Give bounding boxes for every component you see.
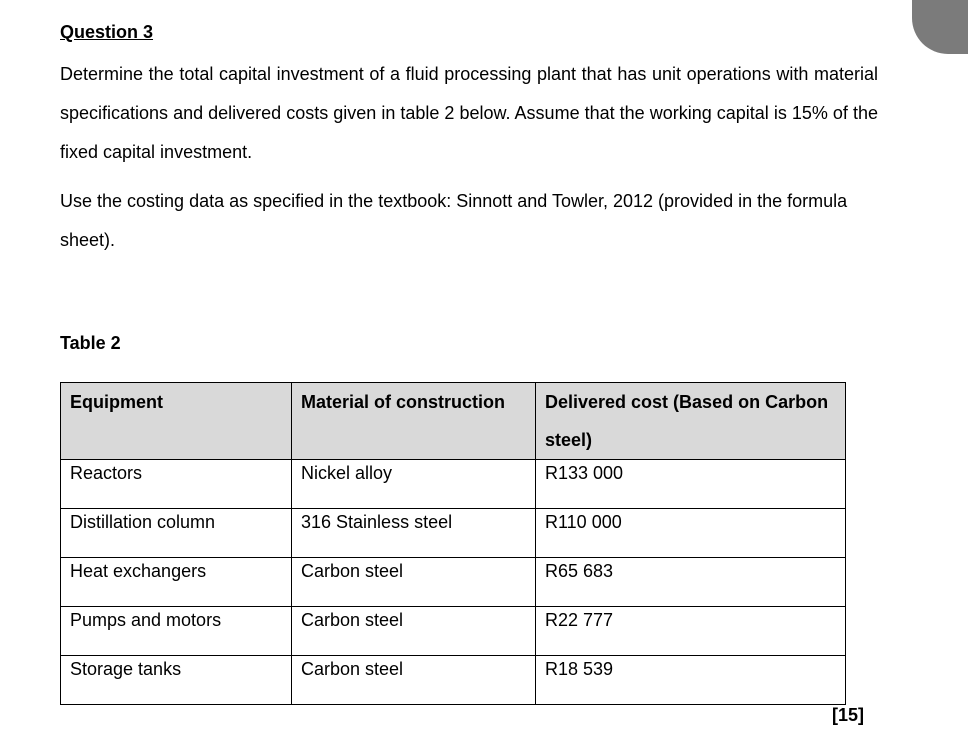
table-header-row <box>61 383 846 460</box>
cell-cost: R18 539 <box>536 656 846 705</box>
cell-equipment: Pumps and motors <box>61 607 292 656</box>
page-corner-tab <box>912 0 968 54</box>
cell-equipment: Storage tanks <box>61 656 292 705</box>
table-row <box>61 460 846 509</box>
table-row <box>61 656 846 705</box>
table-caption: Table 2 <box>60 333 121 353</box>
cell-material: Carbon steel <box>292 607 536 656</box>
header-equipment: Equipment <box>61 383 292 460</box>
cell-material: Nickel alloy <box>292 460 536 509</box>
cell-cost: R65 683 <box>536 558 846 607</box>
table-row <box>61 558 846 607</box>
header-delivered-cost: Delivered cost (Based on Carbon steel) <box>536 383 846 460</box>
marks-total: [15] <box>832 705 865 725</box>
question-title: Question 3 <box>60 22 154 42</box>
cell-material: Carbon steel <box>292 656 536 705</box>
cell-cost: R22 777 <box>536 607 846 656</box>
cell-equipment: Heat exchangers <box>61 558 292 607</box>
question-paragraph-1: Determine the total capital investment of a fluid processing plant that has unit operations with material specifications and delivered costs given in table 2 below. Assume that the working capital is 15% of the fixed capital investment. <box>60 64 878 162</box>
cell-cost: R133 000 <box>536 460 846 509</box>
table-row <box>61 509 846 558</box>
cell-material: 316 Stainless steel <box>292 509 536 558</box>
cell-material: Carbon steel <box>292 558 536 607</box>
cell-cost: R110 000 <box>536 509 846 558</box>
cell-equipment: Reactors <box>61 460 292 509</box>
equipment-table <box>60 382 846 705</box>
table-row <box>61 607 846 656</box>
question-paragraph-2: Use the costing data as specified in the textbook: Sinnott and Towler, 2012 (provided in the formula sheet). <box>60 191 848 250</box>
header-material: Material of construction <box>292 383 536 460</box>
cell-equipment: Distillation column <box>61 509 292 558</box>
